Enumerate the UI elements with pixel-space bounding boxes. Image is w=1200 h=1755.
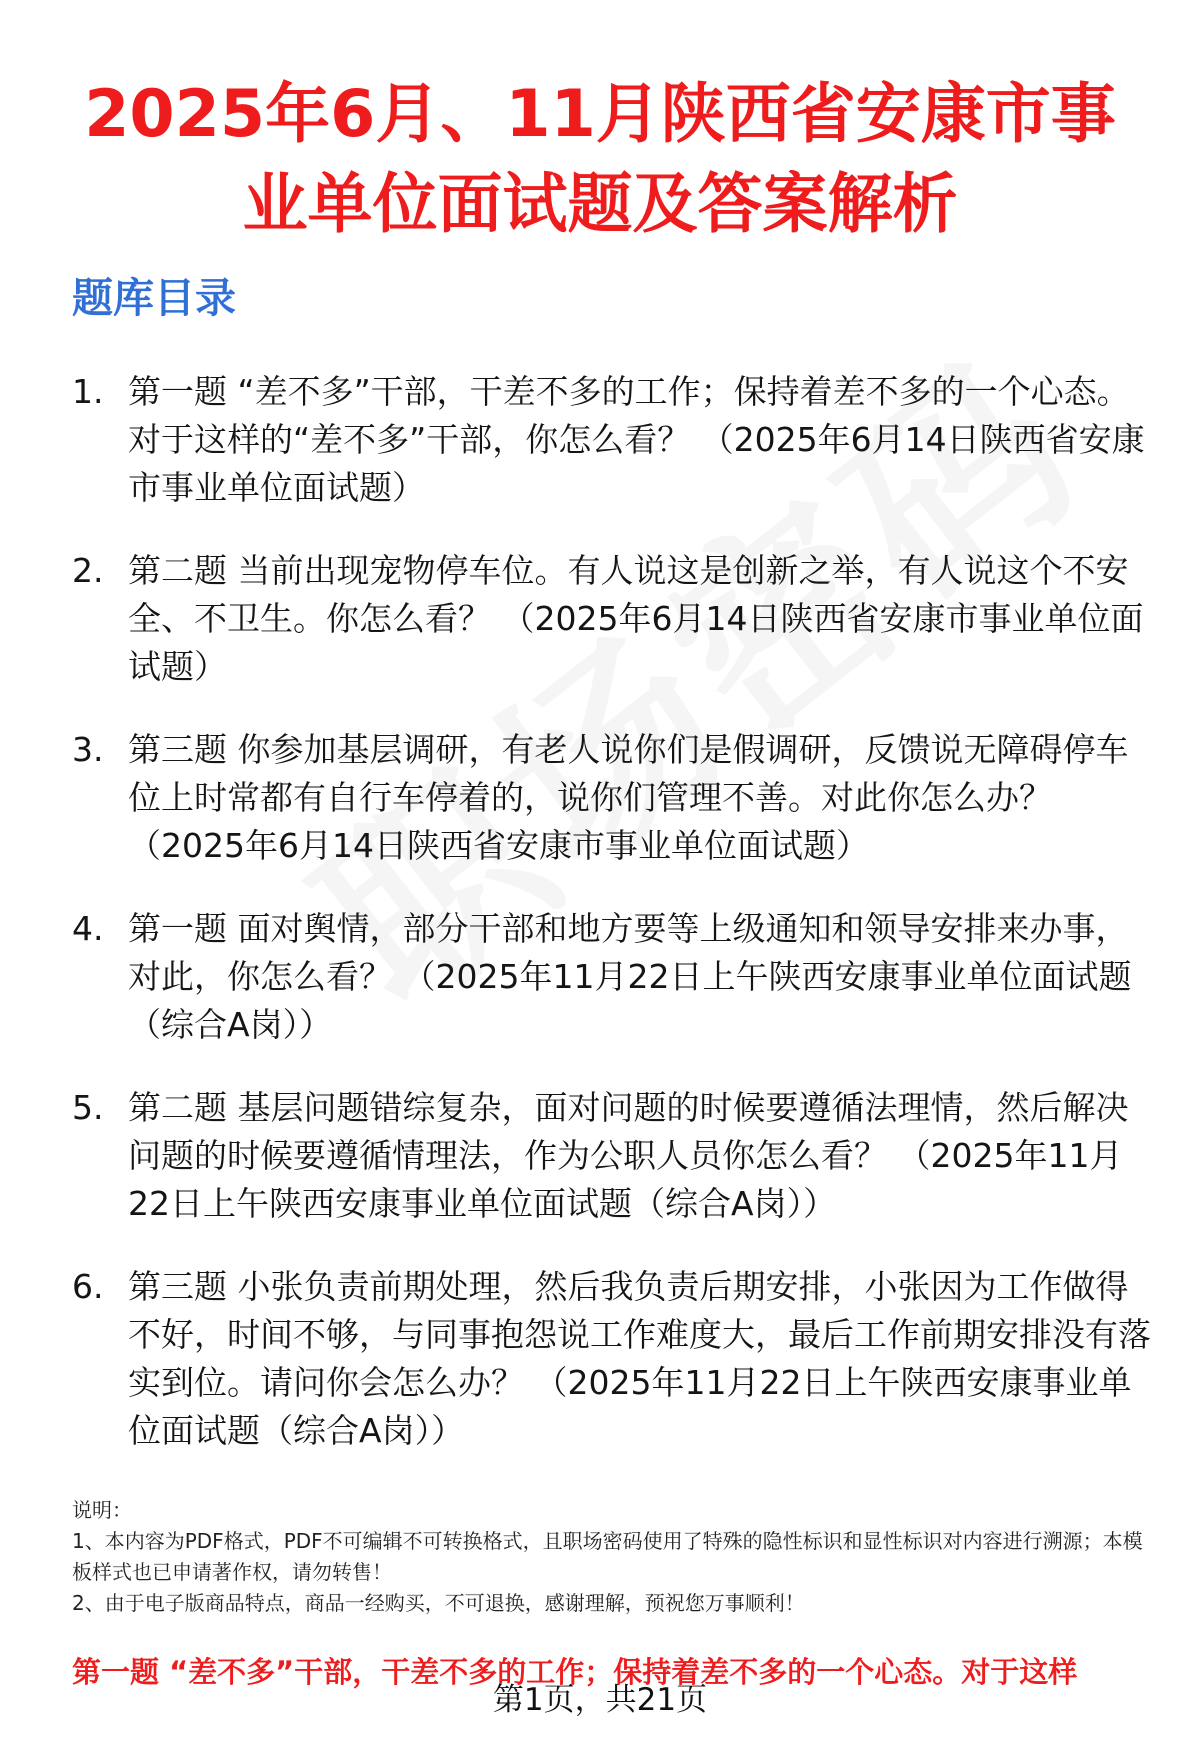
toc-item-text: 第一题 “差不多”干部，干差不多的工作；保持着差不多的一个心态。对于这样的“差不多”干部，你怎么看？ （2025年6月14日陕西省安康市事业单位面试题） (128, 372, 1145, 507)
notes-line-1: 1、本内容为PDF格式，PDF不可编辑不可转换格式，且职场密码使用了特殊的隐性标识和显性标识对内容进行溯源；本模板样式也已申请著作权，请勿转售！ (72, 1529, 1143, 1584)
toc-item-1[interactable] (72, 368, 1157, 512)
toc-item-number: 6. (72, 1267, 104, 1306)
toc-item-6[interactable] (72, 1263, 1157, 1455)
toc-item-3[interactable] (72, 726, 1157, 870)
toc-item-4[interactable] (72, 905, 1157, 1049)
notes-line-2: 2、由于电子版商品特点，商品一经购买，不可退换，感谢理解，预祝您万事顺利！ (72, 1591, 805, 1615)
toc-item-text: 第二题 基层问题错综复杂，面对问题的时候要遵循法理情，然后解决问题的时候要遵循情理法，作为公职人员你怎么看？ （2025年11月22日上午陕西安康事业单位面试题（综合A岗）） (128, 1088, 1129, 1223)
notes-label: 说明： (72, 1498, 132, 1522)
toc-item-number: 5. (72, 1088, 104, 1127)
toc-list (72, 368, 1157, 1490)
document-title: 2025年6月、11月陕西省安康市事业单位面试题及答案解析 (84, 77, 1116, 242)
page-indicator: 第1页，共21页 (492, 1682, 708, 1718)
question-preview: 第一题 “差不多”干部，干差不多的工作；保持着差不多的一个心态。对于这样 (72, 1655, 1078, 1689)
toc-item-number: 2. (72, 551, 104, 590)
toc-heading: 题库目录 (72, 274, 236, 322)
toc-item-number: 1. (72, 372, 104, 411)
toc-item-number: 4. (72, 909, 104, 948)
notes-section (72, 1495, 1162, 1619)
toc-item-5[interactable] (72, 1084, 1157, 1228)
toc-item-2[interactable] (72, 547, 1157, 691)
toc-item-number: 3. (72, 730, 104, 769)
toc-item-text: 第一题 面对舆情，部分干部和地方要等上级通知和领导安排来办事，对此，你怎么看？ （2025年11月22日上午陕西安康事业单位面试题（综合A岗）） (128, 909, 1132, 1044)
toc-item-text: 第二题 当前出现宠物停车位。有人说这是创新之举，有人说这个不安全、不卫生。你怎么看？ （2025年6月14日陕西省安康市事业单位面试题） (128, 551, 1144, 686)
toc-item-text: 第三题 小张负责前期处理，然后我负责后期安排，小张因为工作做得不好，时间不够，与同事抱怨说工作难度大，最后工作前期安排没有落实到位。请问你会怎么办？ （2025年11月22日上午陕西安康事业单位面试题（综合A岗）） (128, 1267, 1151, 1450)
toc-item-text: 第三题 你参加基层调研，有老人说你们是假调研，反馈说无障碍停车位上时常都有自行车停着的，说你们管理不善。对此你怎么办？ （2025年6月14日陕西省安康市事业单位面试题） (128, 730, 1129, 865)
